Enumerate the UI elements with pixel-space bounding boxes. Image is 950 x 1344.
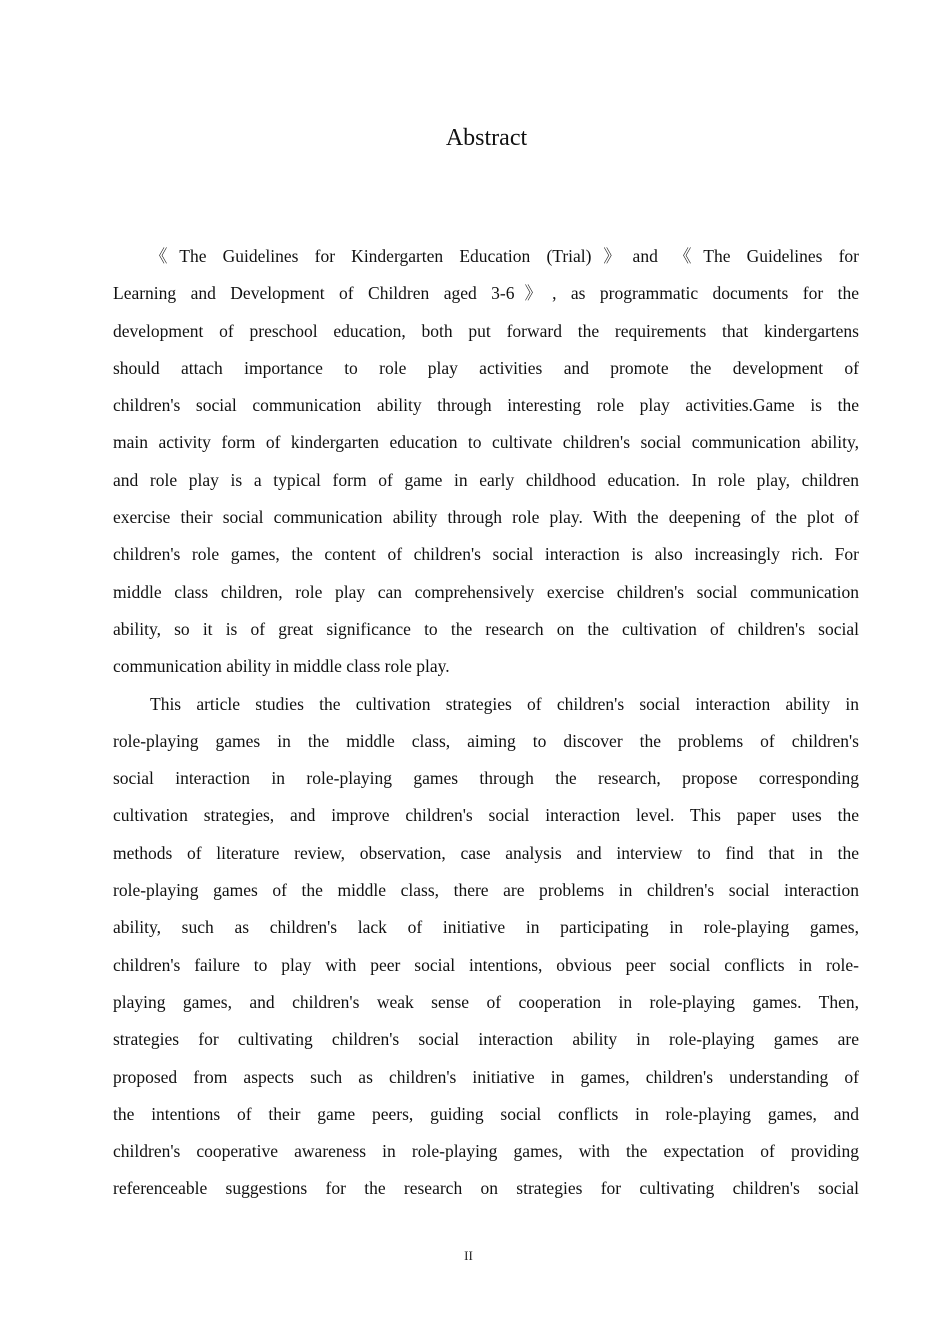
page-number: II [464, 1248, 473, 1263]
text-line: and role play is a typical form of game in early childhood education. In role play, children [113, 469, 859, 490]
text-line: children's failure to play with peer social intentions, obvious peer social conflicts in role- [113, 954, 859, 975]
paragraph-1 [113, 241, 859, 689]
text-line: the intentions of their game peers, guiding social conflicts in role-playing games, and [113, 1103, 859, 1124]
text-line: exercise their social communication ability through role play. With the deepening of the plot of [113, 507, 859, 528]
text-line: strategies for cultivating children's social interaction ability in role-playing games are [113, 1029, 859, 1050]
abstract-body [113, 241, 859, 1211]
text-line: should attach importance to role play activities and promote the development of [113, 357, 859, 378]
text-line: development of preschool education, both put forward the requirements that kindergartens [113, 320, 859, 341]
text-line: ability, so it is of great significance to the research on the cultivation of children's social [113, 618, 859, 639]
text-line: middle class children, role play can comprehensively exercise children's social communication [113, 581, 859, 602]
text-line: methods of literature review, observation, case analysis and interview to find that in the [113, 842, 859, 863]
text-line: 《The Guidelines for Kindergarten Education (Trial)》and 《The Guidelines for [150, 246, 859, 266]
text-line: role-playing games of the middle class, there are problems in children's social interaction [113, 880, 859, 901]
text-line: playing games, and children's weak sense of cooperation in role-playing games. Then, [113, 991, 859, 1012]
text-line: cultivation strategies, and improve children's social interaction level. This paper uses the [113, 805, 859, 826]
text-line: main activity form of kindergarten education to cultivate children's social communication ability, [113, 432, 859, 453]
text-line: Learning and Development of Children aged 3-6》, as programmatic documents for the [113, 283, 859, 304]
text-line: ability, such as children's lack of initiative in participating in role-playing games, [113, 917, 859, 938]
text-line: communication ability in middle class role play. [113, 656, 450, 677]
text-line: This article studies the cultivation strategies of children's social interaction ability in [150, 693, 859, 714]
text-line: children's cooperative awareness in role-playing games, with the expectation of providing [113, 1141, 859, 1162]
text-line: referenceable suggestions for the research on strategies for cultivating children's social [113, 1178, 859, 1199]
text-line: children's social communication ability through interesting role play activities.Game is the [113, 395, 859, 416]
paragraph-2 [113, 689, 859, 1211]
text-line: children's role games, the content of children's social interaction is also increasingly rich. For [113, 544, 859, 565]
text-line: role-playing games in the middle class, aiming to discover the problems of children's [113, 730, 859, 751]
abstract-heading: Abstract [445, 125, 528, 151]
text-line: proposed from aspects such as children's initiative in games, children's understanding of [113, 1066, 859, 1087]
text-line: social interaction in role-playing games through the research, propose corresponding [113, 768, 859, 789]
